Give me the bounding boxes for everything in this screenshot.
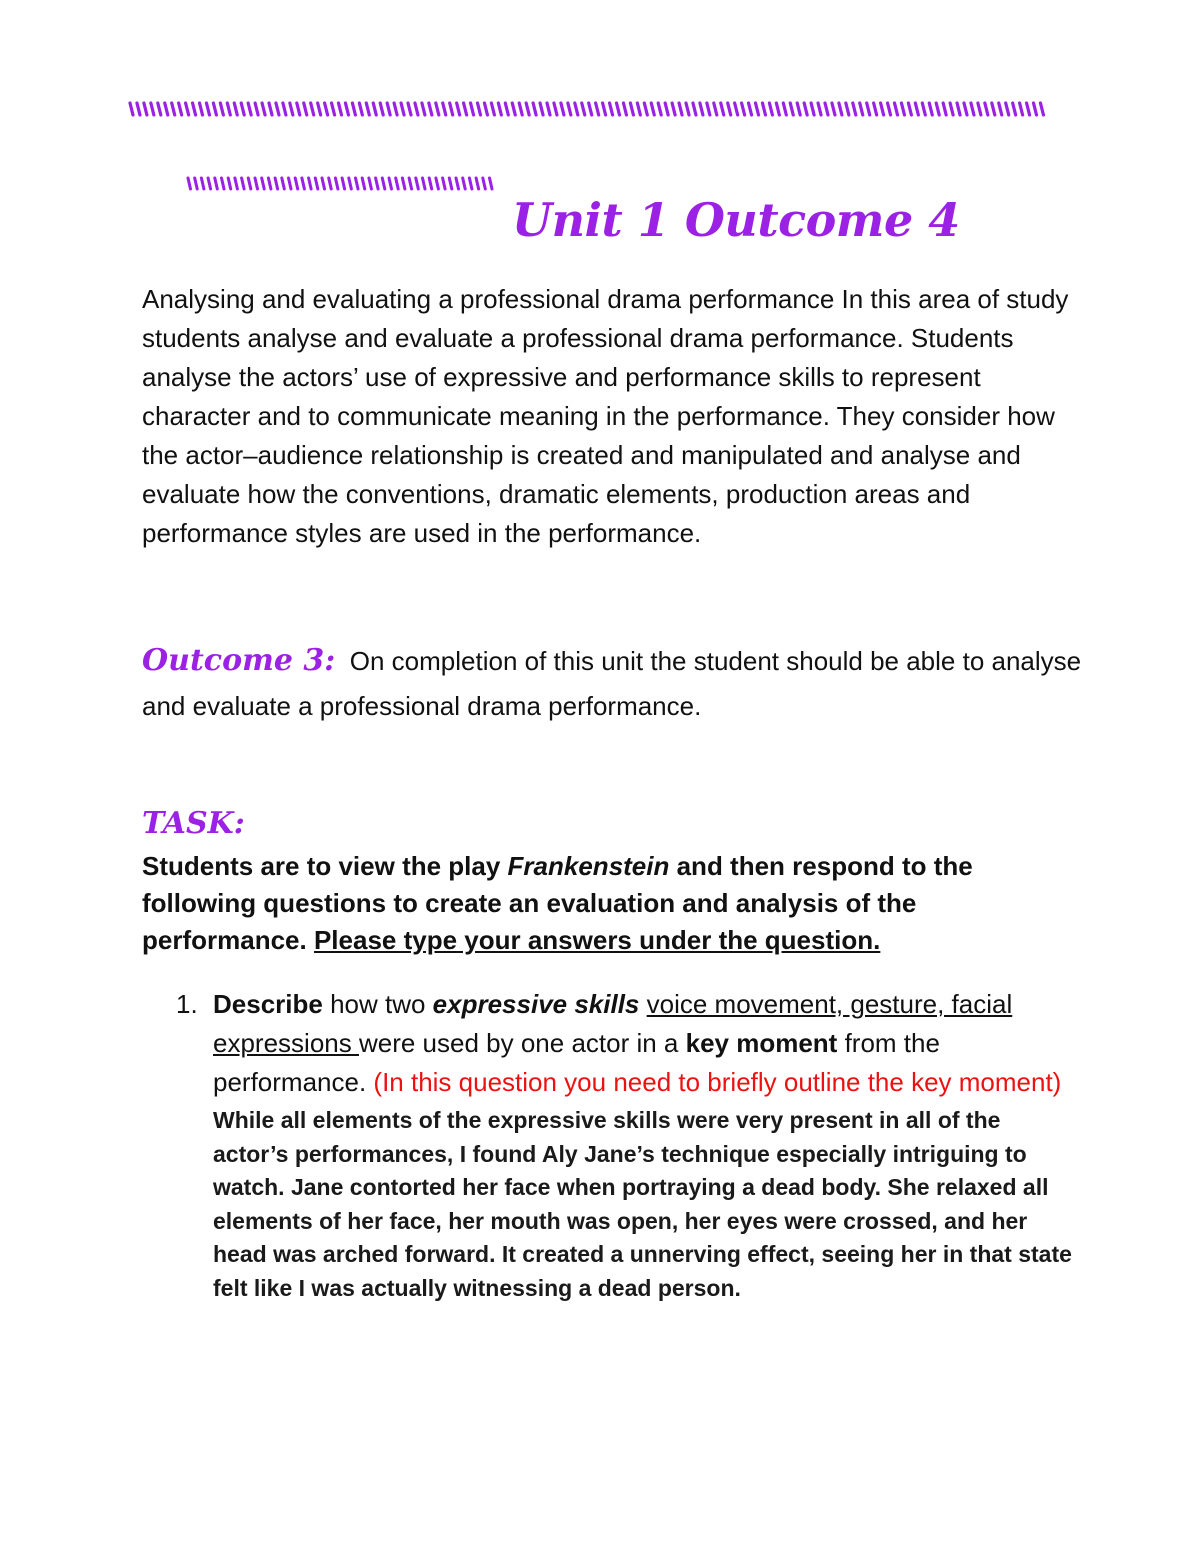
dash-mark xyxy=(429,178,432,189)
dash-mark xyxy=(269,103,272,115)
dash-mark xyxy=(804,103,807,115)
task-intro-after: and then respond to the following questions to create an evaluation and analysis of the performance. xyxy=(142,851,973,955)
intro-paragraph: Analysing and evaluating a professional drama performance In this area of study students analyse and evaluate a professional drama performance. Students analyse the actors’ use of expressive and performance skills to represent character and to communicate meaning in the performance. They consider how the actor–audience relationship is created and manipulated and analyse and evaluate how the conventions, dramatic elements, production areas and performance styles are used in the performance. xyxy=(142,284,1069,548)
dash-mark xyxy=(302,178,305,189)
dash-mark xyxy=(409,178,412,189)
dash-mark xyxy=(478,103,481,115)
answer-text[interactable]: While all elements of the expressive skills were very present in all of the actor’s performances, I found Aly Jane’s technique especially intriguing to watch. Jane contorted her face when portraying a dead body. She relaxed all elements of her face, her mouth was open, her eyes were crossed, and her head was arched forward. It created a unnerving effect, seeing her in that state felt like I was actually witnessing a dead person. xyxy=(213,1107,1072,1301)
dash-mark xyxy=(436,103,439,115)
dash-mark xyxy=(329,178,332,189)
dash-mark xyxy=(389,178,392,189)
dash-mark xyxy=(362,178,365,189)
dash-mark xyxy=(915,103,918,115)
dash-mark xyxy=(818,103,821,115)
dash-mark xyxy=(491,103,494,115)
dash-mark xyxy=(322,178,325,189)
dash-mark xyxy=(749,103,752,115)
dash-mark xyxy=(783,103,786,115)
dash-mark xyxy=(679,103,682,115)
dash-mark xyxy=(220,103,223,115)
dash-mark xyxy=(369,178,372,189)
dash-mark xyxy=(1020,103,1023,115)
dash-mark xyxy=(596,103,599,115)
dash-mark xyxy=(422,103,425,115)
dash-mark xyxy=(311,103,314,115)
dash-mark xyxy=(901,103,904,115)
dash-mark xyxy=(416,178,419,189)
dash-mark xyxy=(227,103,230,115)
dash-mark xyxy=(825,103,828,115)
dash-mark xyxy=(242,178,245,189)
dash-mark xyxy=(476,178,479,189)
dash-mark xyxy=(188,178,191,189)
dash-mark xyxy=(401,103,404,115)
dash-mark xyxy=(276,103,279,115)
dash-mark xyxy=(423,178,426,189)
dash-mark xyxy=(376,178,379,189)
task-intro-before: Students are to view the play xyxy=(142,851,508,881)
dash-mark xyxy=(450,103,453,115)
question-text-b xyxy=(639,989,646,1019)
question-text xyxy=(213,985,1076,1102)
dash-mark xyxy=(290,103,293,115)
dash-mark xyxy=(1006,103,1009,115)
dash-mark xyxy=(483,178,486,189)
dash-mark xyxy=(415,103,418,115)
page-title: Unit 1 Outcome 4 xyxy=(512,193,960,247)
question-key-moment: key moment xyxy=(685,1028,838,1058)
dash-mark xyxy=(728,103,731,115)
dash-mark xyxy=(707,103,710,115)
dash-mark xyxy=(179,103,182,115)
dash-mark xyxy=(228,178,231,189)
dash-mark xyxy=(610,103,613,115)
dash-mark xyxy=(282,178,285,189)
dash-mark xyxy=(874,103,877,115)
dash-mark xyxy=(992,103,995,115)
dash-mark xyxy=(658,103,661,115)
dash-mark xyxy=(519,103,522,115)
title-row xyxy=(186,180,960,250)
dash-mark xyxy=(304,103,307,115)
dash-mark xyxy=(289,178,292,189)
dash-mark xyxy=(402,178,405,189)
dash-mark xyxy=(295,178,298,189)
dash-mark xyxy=(693,103,696,115)
dash-mark xyxy=(342,178,345,189)
dash-mark xyxy=(469,178,472,189)
dash-mark xyxy=(356,178,359,189)
dash-mark xyxy=(339,103,342,115)
dash-mark xyxy=(248,103,251,115)
question-text-a: how two xyxy=(322,989,433,1019)
dash-mark xyxy=(456,178,459,189)
dash-mark xyxy=(130,103,133,115)
dash-mark xyxy=(769,103,772,115)
dash-mark xyxy=(335,178,338,189)
dash-mark xyxy=(449,178,452,189)
dash-mark xyxy=(908,103,911,115)
dash-mark xyxy=(484,103,487,115)
dash-mark xyxy=(811,103,814,115)
task-instruction: Please type your answers under the question. xyxy=(313,925,881,955)
dash-mark xyxy=(790,103,793,115)
dash-mark xyxy=(776,103,779,115)
dash-mark xyxy=(603,103,606,115)
dash-mark xyxy=(349,178,352,189)
dash-mark xyxy=(651,103,654,115)
dash-mark xyxy=(1034,103,1037,115)
dash-mark xyxy=(922,103,925,115)
dash-mark xyxy=(443,103,446,115)
outcome-label: Outcome 3: xyxy=(142,643,336,678)
question-note: (In this question you need to briefly outline the key moment) xyxy=(373,1067,1062,1097)
dash-mark xyxy=(999,103,1002,115)
question-text-d: from the performance. xyxy=(213,1028,940,1097)
dash-mark xyxy=(234,103,237,115)
dash-mark xyxy=(846,103,849,115)
dash-mark xyxy=(888,103,891,115)
dash-mark xyxy=(526,103,529,115)
dash-mark xyxy=(554,103,557,115)
dash-mark xyxy=(213,103,216,115)
dash-mark xyxy=(255,178,258,189)
dash-mark xyxy=(929,103,932,115)
dash-mark xyxy=(195,178,198,189)
dash-mark xyxy=(582,103,585,115)
dash-mark xyxy=(957,103,960,115)
dash-mark xyxy=(373,103,376,115)
decorative-divider xyxy=(128,94,1048,124)
question-text-c: were used by one actor in a xyxy=(358,1028,686,1058)
dash-mark xyxy=(201,178,204,189)
outcome-text: On completion of this unit the student should be able to analyse and evaluate a professional drama performance. xyxy=(142,646,1082,721)
dash-mark xyxy=(895,103,898,115)
dash-mark xyxy=(540,103,543,115)
dash-mark xyxy=(297,103,300,115)
dash-mark xyxy=(275,178,278,189)
dash-mark xyxy=(309,178,312,189)
dash-mark xyxy=(700,103,703,115)
dash-mark xyxy=(457,103,460,115)
dash-mark xyxy=(533,103,536,115)
dash-mark xyxy=(568,103,571,115)
dash-mark xyxy=(630,103,633,115)
dash-mark xyxy=(561,103,564,115)
dash-mark xyxy=(359,103,362,115)
question-emphasis: expressive skills xyxy=(432,989,640,1019)
dash-mark xyxy=(394,103,397,115)
dash-mark xyxy=(839,103,842,115)
dash-mark xyxy=(623,103,626,115)
dash-mark xyxy=(443,178,446,189)
dash-mark xyxy=(158,103,161,115)
dash-mark xyxy=(262,178,265,189)
dash-mark xyxy=(382,178,385,189)
dash-mark xyxy=(672,103,675,115)
dash-mark xyxy=(985,103,988,115)
dash-mark xyxy=(186,103,189,115)
dash-mark xyxy=(735,103,738,115)
title-decoration xyxy=(186,174,498,214)
dash-mark xyxy=(193,103,196,115)
dash-mark xyxy=(971,103,974,115)
dash-mark xyxy=(248,178,251,189)
dash-mark xyxy=(366,103,369,115)
dash-mark xyxy=(255,103,258,115)
outcome-paragraph xyxy=(142,638,1082,729)
dash-mark xyxy=(408,103,411,115)
dash-mark xyxy=(860,103,863,115)
dash-mark xyxy=(832,103,835,115)
dash-mark xyxy=(589,103,592,115)
dash-mark xyxy=(964,103,967,115)
dash-mark xyxy=(200,103,203,115)
dash-mark xyxy=(318,103,321,115)
dash-mark xyxy=(512,103,515,115)
dash-mark xyxy=(1013,103,1016,115)
dash-mark xyxy=(797,103,800,115)
dash-mark xyxy=(721,103,724,115)
dash-mark xyxy=(665,103,668,115)
dash-mark xyxy=(505,103,508,115)
dash-mark xyxy=(165,103,168,115)
dash-mark xyxy=(936,103,939,115)
dash-mark xyxy=(283,103,286,115)
dash-mark xyxy=(137,103,140,115)
dash-mark xyxy=(575,103,578,115)
dash-mark xyxy=(686,103,689,115)
dash-mark xyxy=(268,178,271,189)
dash-mark xyxy=(978,103,981,115)
question-skills-list: voice movement, gesture, facial expressions xyxy=(213,989,1013,1058)
dash-mark xyxy=(429,103,432,115)
dash-mark xyxy=(943,103,946,115)
dash-mark xyxy=(950,103,953,115)
dash-mark xyxy=(471,103,474,115)
dash-mark xyxy=(463,178,466,189)
question-verb: Describe xyxy=(213,989,323,1019)
dash-mark xyxy=(172,103,175,115)
dash-mark xyxy=(714,103,717,115)
dash-mark xyxy=(762,103,765,115)
dash-mark xyxy=(262,103,265,115)
task-instructions xyxy=(142,848,1082,959)
dash-mark xyxy=(325,103,328,115)
dash-mark xyxy=(867,103,870,115)
dash-mark xyxy=(151,103,154,115)
question-number: 1. xyxy=(176,989,198,1019)
dash-mark xyxy=(396,178,399,189)
dash-mark xyxy=(315,178,318,189)
dash-mark xyxy=(345,103,348,115)
dash-mark xyxy=(637,103,640,115)
dash-mark xyxy=(881,103,884,115)
play-title: Frankenstein xyxy=(507,851,670,881)
question-1 xyxy=(176,985,1076,1305)
dash-mark xyxy=(352,103,355,115)
dash-mark xyxy=(464,103,467,115)
dash-mark xyxy=(387,103,390,115)
dash-mark xyxy=(547,103,550,115)
dash-mark xyxy=(742,103,745,115)
dash-mark xyxy=(853,103,856,115)
dash-mark xyxy=(380,103,383,115)
dash-mark xyxy=(498,103,501,115)
dash-mark xyxy=(490,178,493,189)
task-heading: TASK: xyxy=(142,806,245,841)
dash-mark xyxy=(644,103,647,115)
dash-mark xyxy=(1027,103,1030,115)
dash-mark xyxy=(144,103,147,115)
dash-mark xyxy=(235,178,238,189)
dash-mark xyxy=(1040,103,1043,115)
dash-mark xyxy=(208,178,211,189)
dash-mark xyxy=(436,178,439,189)
dash-mark xyxy=(332,103,335,115)
dash-mark xyxy=(241,103,244,115)
dash-mark xyxy=(756,103,759,115)
dash-mark xyxy=(206,103,209,115)
dash-mark xyxy=(215,178,218,189)
dash-mark xyxy=(222,178,225,189)
dash-mark xyxy=(617,103,620,115)
